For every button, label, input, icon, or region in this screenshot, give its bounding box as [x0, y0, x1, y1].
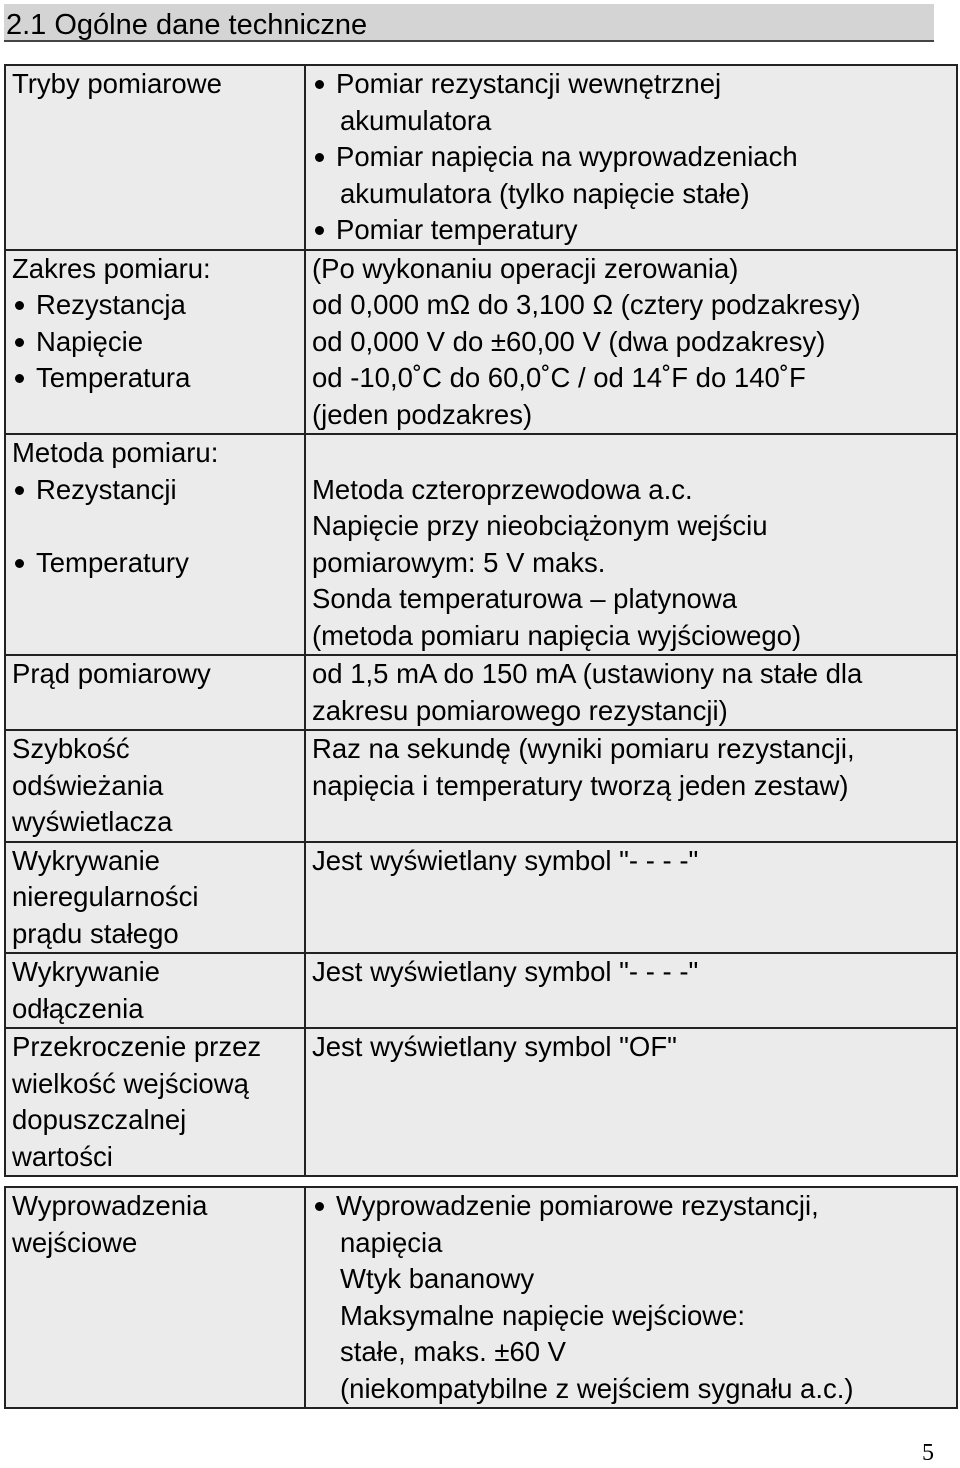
value-text: Napięcie przy nieobciążonym wejściu [312, 510, 768, 541]
label-text: Tryby pomiarowe [12, 68, 222, 99]
label-text: Wyprowadzenia [12, 1190, 208, 1221]
row-disconnect-detection [5, 953, 957, 1028]
inputs-table [4, 1186, 958, 1409]
row-value [305, 250, 957, 435]
label-text: wyświetlacza [12, 806, 173, 837]
bullet-item: Napięcie [12, 324, 298, 361]
value-text: (jeden podzakres) [312, 398, 533, 430]
value-text: od 0,000 V do ±60,00 V (dwa podzakresy) [312, 325, 826, 357]
label-text: Zakres pomiaru: [12, 252, 211, 284]
row-value [305, 655, 957, 730]
label-text: odświeżania [12, 769, 164, 801]
row-label [5, 655, 305, 730]
label-text: Szybkość [12, 733, 130, 764]
row-label [5, 1028, 305, 1176]
value-text: zakresu pomiarowego rezystancji) [312, 694, 728, 726]
bullet-item: Rezystancji [12, 472, 298, 509]
row-dc-irregularity [5, 842, 957, 954]
value-text: Sonda temperaturowa – platynowa [312, 583, 737, 614]
row-label [5, 953, 305, 1028]
value-text: Maksymalne napięcie wejściowe: [340, 1299, 746, 1331]
label-text: wartości [12, 1140, 113, 1172]
row-label [5, 65, 305, 250]
label-text: Wykrywanie [12, 956, 160, 987]
value-text: napięcia [340, 1226, 443, 1258]
value-text: Raz na sekundę (wyniki pomiaru rezystancji, [312, 733, 855, 764]
row-value [305, 1028, 957, 1176]
value-text: od -10,0˚C do 60,0˚C / od 14˚F do 140˚F [312, 362, 806, 393]
row-refresh-rate [5, 730, 957, 842]
value-text: Jest wyświetlany symbol "OF" [312, 1031, 677, 1062]
value-text: (metoda pomiaru napięcia wyjściowego) [312, 619, 802, 651]
value-text: akumulatora (tylko napięcie stałe) [340, 177, 750, 209]
label-text: Przekroczenie przez [12, 1031, 262, 1062]
value-text: Jest wyświetlany symbol "- - - -" [312, 844, 699, 876]
label-text: Metoda pomiaru: [12, 437, 219, 468]
bullet-item: Wyprowadzenie pomiarowe rezystancji, [312, 1188, 950, 1225]
bullet-item: Pomiar rezystancji wewnętrznej [312, 66, 950, 103]
value-text: od 1,5 mA do 150 mA (ustawiony na stałe dla [312, 658, 863, 689]
row-label [5, 434, 305, 655]
row-value [305, 1187, 957, 1408]
value-text: stałe, maks. ±60 V [340, 1336, 567, 1367]
label-text: dopuszczalnej [12, 1104, 187, 1135]
row-measurement-modes [5, 65, 957, 250]
value-text: napięcia i temperatury tworzą jeden zestaw) [312, 769, 849, 801]
row-value [305, 65, 957, 250]
bullet-item: Pomiar napięcia na wyprowadzeniach [312, 139, 950, 176]
label-text: wielkość wejściową [12, 1067, 249, 1099]
row-overrange [5, 1028, 957, 1176]
section-heading: 2.1 Ogólne dane techniczne [4, 4, 934, 42]
row-measurement-current [5, 655, 957, 730]
value-text: Wtyk bananowy [340, 1263, 535, 1294]
row-value [305, 434, 957, 655]
bullet-item: Temperatury [12, 545, 298, 582]
row-label [5, 842, 305, 954]
row-value [305, 842, 957, 954]
row-measurement-method [5, 434, 957, 655]
value-text: (Po wykonaniu operacji zerowania) [312, 252, 739, 284]
row-label [5, 730, 305, 842]
value-text: od 0,000 mΩ do 3,100 Ω (cztery podzakresy) [312, 289, 861, 320]
row-value [305, 730, 957, 842]
page-number: 5 [922, 1440, 934, 1466]
row-input-terminals [5, 1187, 957, 1408]
label-text: odłączenia [12, 992, 144, 1024]
label-text: prądu stałego [12, 917, 179, 949]
bullet-item: Rezystancja [12, 287, 298, 324]
bullet-item: Temperatura [12, 360, 298, 397]
label-text: Prąd pomiarowy [12, 658, 211, 689]
row-measurement-range [5, 250, 957, 435]
value-text: akumulatora [340, 104, 492, 136]
value-text: pomiarowym: 5 V maks. [312, 546, 606, 578]
row-value [305, 953, 957, 1028]
label-text: wejściowe [12, 1226, 138, 1258]
label-text: nieregularności [12, 881, 199, 912]
value-text: Metoda czteroprzewodowa a.c. [312, 473, 693, 505]
row-label [5, 250, 305, 435]
value-text: Jest wyświetlany symbol "- - - -" [312, 956, 699, 987]
value-text: (niekompatybilne z wejściem sygnału a.c.) [340, 1372, 854, 1404]
bullet-item: Pomiar temperatury [312, 212, 950, 249]
row-label [5, 1187, 305, 1408]
label-text: Wykrywanie [12, 844, 160, 876]
spec-table [4, 64, 958, 1177]
